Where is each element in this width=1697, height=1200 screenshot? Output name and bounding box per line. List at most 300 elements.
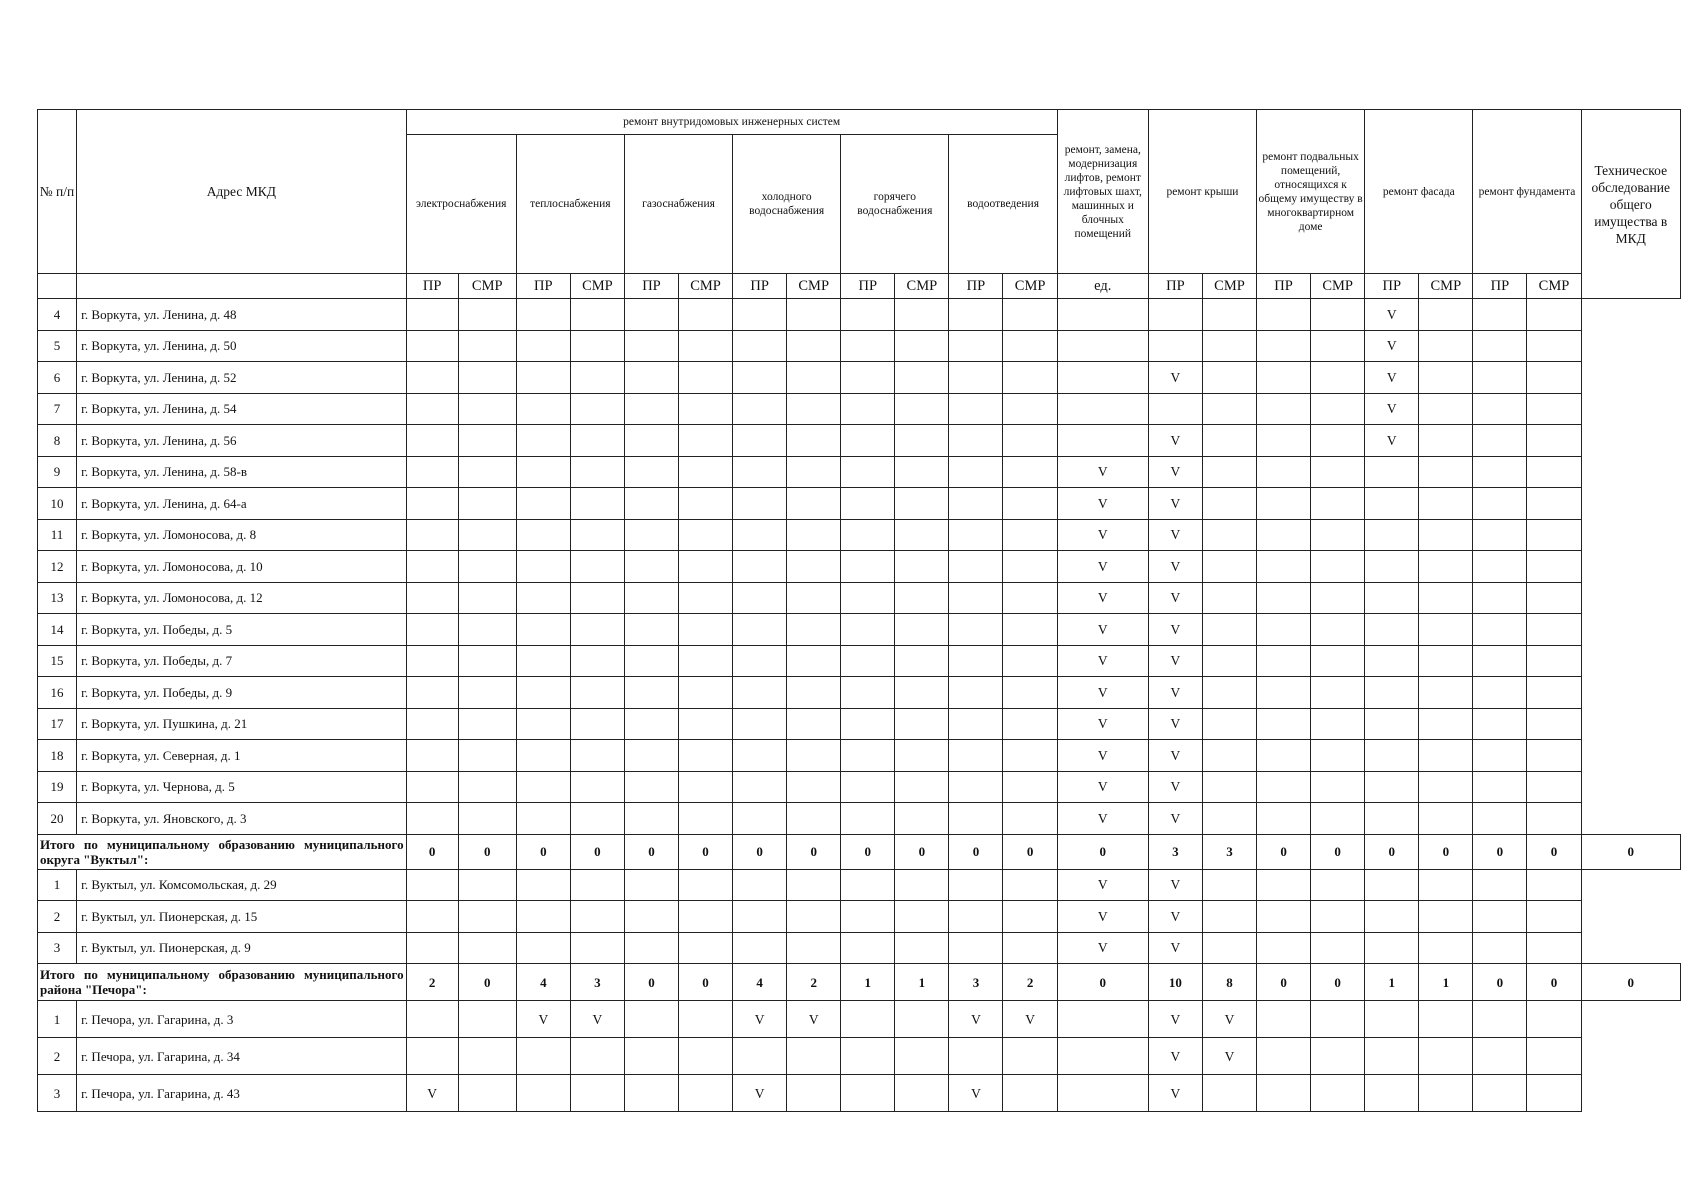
- check-cell: [787, 932, 841, 964]
- check-cell: [406, 803, 458, 835]
- check-cell: [1311, 1075, 1365, 1112]
- check-cell: [1473, 456, 1527, 488]
- row-number: 11: [38, 519, 77, 551]
- check-cell: [1257, 677, 1311, 709]
- check-cell: [1257, 869, 1311, 901]
- check-cell: [1003, 708, 1057, 740]
- check-cell: [949, 551, 1003, 583]
- row-number: 2: [38, 1038, 77, 1075]
- total-cell: 0: [1581, 964, 1680, 1001]
- check-cell: V: [1057, 803, 1148, 835]
- check-cell: [895, 740, 949, 772]
- check-cell: [949, 869, 1003, 901]
- check-cell: [1257, 901, 1311, 933]
- check-cell: V: [1057, 456, 1148, 488]
- check-cell: [624, 901, 678, 933]
- check-cell: V: [1365, 299, 1419, 331]
- table-row: [38, 1038, 1681, 1075]
- lifts-header: ремонт, замена, модернизация лифтов, ремонт лифтовых шахт, машинных и блочных помещений: [1057, 110, 1148, 274]
- check-cell: [1473, 551, 1527, 583]
- check-cell: [1003, 1038, 1057, 1075]
- check-cell: V: [1148, 771, 1202, 803]
- check-cell: [895, 551, 949, 583]
- check-cell: [624, 1038, 678, 1075]
- check-cell: [679, 488, 733, 520]
- check-cell: [679, 551, 733, 583]
- check-cell: [1257, 519, 1311, 551]
- smr-subheader: СМР: [1527, 274, 1581, 299]
- smr-subheader: СМР: [1311, 274, 1365, 299]
- row-address: г. Воркута, ул. Ленина, д. 58-в: [77, 456, 407, 488]
- check-cell: [1311, 869, 1365, 901]
- check-cell: [733, 771, 787, 803]
- check-cell: [1003, 771, 1057, 803]
- check-cell: [679, 677, 733, 709]
- check-cell: [841, 488, 895, 520]
- check-cell: [1527, 803, 1581, 835]
- check-cell: [1057, 362, 1148, 394]
- check-cell: [841, 645, 895, 677]
- pr-subheader: ПР: [406, 274, 458, 299]
- check-cell: [949, 614, 1003, 646]
- check-cell: [679, 393, 733, 425]
- check-cell: [1057, 393, 1148, 425]
- check-cell: [1473, 519, 1527, 551]
- check-cell: [1527, 677, 1581, 709]
- check-cell: V: [1202, 1001, 1256, 1038]
- check-cell: [841, 519, 895, 551]
- check-cell: [1148, 393, 1202, 425]
- check-cell: [570, 1075, 624, 1112]
- roof-header: ремонт крыши: [1148, 110, 1256, 274]
- check-cell: [949, 582, 1003, 614]
- check-cell: [949, 519, 1003, 551]
- check-cell: [733, 425, 787, 457]
- total-cell: 1: [895, 964, 949, 1001]
- check-cell: [1419, 1075, 1473, 1112]
- check-cell: [1202, 740, 1256, 772]
- check-cell: [949, 456, 1003, 488]
- check-cell: [1257, 1001, 1311, 1038]
- check-cell: [1003, 614, 1057, 646]
- row-number: 15: [38, 645, 77, 677]
- system-header: холодного водоснабжения: [733, 135, 841, 274]
- check-cell: [458, 1038, 516, 1075]
- check-cell: [733, 869, 787, 901]
- check-cell: [1003, 393, 1057, 425]
- row-address: г. Печора, ул. Гагарина, д. 3: [77, 1001, 407, 1038]
- check-cell: [949, 1038, 1003, 1075]
- check-cell: [1202, 456, 1256, 488]
- total-cell: 0: [458, 964, 516, 1001]
- total-cell: 3: [949, 964, 1003, 1001]
- check-cell: [1311, 932, 1365, 964]
- check-cell: [949, 803, 1003, 835]
- check-cell: [841, 708, 895, 740]
- total-cell: 0: [624, 834, 678, 869]
- check-cell: [1202, 708, 1256, 740]
- row-address: г. Вуктыл, ул. Пионерская, д. 15: [77, 901, 407, 933]
- check-cell: V: [1148, 1075, 1202, 1112]
- check-cell: [458, 519, 516, 551]
- check-cell: [1419, 488, 1473, 520]
- row-number: 8: [38, 425, 77, 457]
- check-cell: [458, 708, 516, 740]
- row-number: 13: [38, 582, 77, 614]
- check-cell: [1365, 551, 1419, 583]
- row-address: г. Воркута, ул. Ленина, д. 64-а: [77, 488, 407, 520]
- check-cell: [1311, 740, 1365, 772]
- check-cell: [1202, 932, 1256, 964]
- check-cell: [787, 740, 841, 772]
- check-cell: [787, 330, 841, 362]
- check-cell: [1003, 488, 1057, 520]
- check-cell: V: [1365, 425, 1419, 457]
- check-cell: [570, 330, 624, 362]
- check-cell: [570, 393, 624, 425]
- check-cell: [1473, 901, 1527, 933]
- table-row: [38, 740, 1681, 772]
- check-cell: V: [1148, 551, 1202, 583]
- check-cell: [1311, 708, 1365, 740]
- table-row: [38, 582, 1681, 614]
- check-cell: [1202, 803, 1256, 835]
- check-cell: [679, 299, 733, 331]
- check-cell: [733, 901, 787, 933]
- check-cell: [406, 582, 458, 614]
- check-cell: [1202, 519, 1256, 551]
- row-address: г. Воркута, ул. Победы, д. 7: [77, 645, 407, 677]
- check-cell: [1419, 393, 1473, 425]
- check-cell: [787, 551, 841, 583]
- check-cell: [406, 932, 458, 964]
- check-cell: [679, 645, 733, 677]
- check-cell: [1527, 1038, 1581, 1075]
- check-cell: [787, 519, 841, 551]
- check-cell: [733, 362, 787, 394]
- table-row: [38, 1075, 1681, 1112]
- check-cell: [1419, 740, 1473, 772]
- check-cell: [733, 614, 787, 646]
- check-cell: [406, 614, 458, 646]
- check-cell: [679, 869, 733, 901]
- check-cell: [1365, 456, 1419, 488]
- check-cell: [895, 932, 949, 964]
- check-cell: V: [1148, 582, 1202, 614]
- check-cell: [1257, 488, 1311, 520]
- pr-subheader: ПР: [841, 274, 895, 299]
- check-cell: [679, 803, 733, 835]
- check-cell: V: [949, 1001, 1003, 1038]
- check-cell: [1419, 869, 1473, 901]
- check-cell: [516, 645, 570, 677]
- check-cell: [458, 488, 516, 520]
- check-cell: V: [1148, 425, 1202, 457]
- system-header: электроснабжения: [406, 135, 516, 274]
- check-cell: [516, 869, 570, 901]
- check-cell: [516, 393, 570, 425]
- row-address: г. Воркута, ул. Северная, д. 1: [77, 740, 407, 772]
- check-cell: [1527, 1001, 1581, 1038]
- check-cell: [516, 1038, 570, 1075]
- total-cell: 4: [516, 964, 570, 1001]
- row-address: г. Воркута, ул. Ленина, д. 54: [77, 393, 407, 425]
- table-row: [38, 488, 1681, 520]
- check-cell: [949, 330, 1003, 362]
- check-cell: [787, 869, 841, 901]
- row-number: 12: [38, 551, 77, 583]
- check-cell: [679, 1038, 733, 1075]
- check-cell: V: [1148, 803, 1202, 835]
- check-cell: V: [1057, 740, 1148, 772]
- smr-subheader: СМР: [895, 274, 949, 299]
- check-cell: [895, 425, 949, 457]
- check-cell: [1257, 393, 1311, 425]
- check-cell: [624, 740, 678, 772]
- check-cell: [624, 425, 678, 457]
- system-header: водоотведения: [949, 135, 1057, 274]
- check-cell: [733, 299, 787, 331]
- check-cell: [458, 932, 516, 964]
- check-cell: [1003, 456, 1057, 488]
- check-cell: [1473, 740, 1527, 772]
- check-cell: [516, 614, 570, 646]
- check-cell: [1202, 869, 1256, 901]
- check-cell: [516, 362, 570, 394]
- address-header: Адрес МКД: [77, 110, 407, 274]
- check-cell: [1365, 740, 1419, 772]
- check-cell: [787, 299, 841, 331]
- check-cell: [406, 551, 458, 583]
- check-cell: [1311, 488, 1365, 520]
- check-cell: [624, 362, 678, 394]
- check-cell: [406, 456, 458, 488]
- check-cell: [787, 456, 841, 488]
- total-cell: 0: [733, 834, 787, 869]
- check-cell: [949, 362, 1003, 394]
- check-cell: [1311, 803, 1365, 835]
- check-cell: [516, 519, 570, 551]
- row-number: 3: [38, 932, 77, 964]
- check-cell: [1419, 771, 1473, 803]
- total-cell: 0: [1257, 964, 1311, 1001]
- check-cell: [1527, 740, 1581, 772]
- check-cell: [406, 740, 458, 772]
- check-cell: V: [1148, 362, 1202, 394]
- check-cell: V: [1057, 771, 1148, 803]
- row-number: 1: [38, 1001, 77, 1038]
- check-cell: [1527, 708, 1581, 740]
- check-cell: [1003, 803, 1057, 835]
- address-header-spacer: [77, 274, 407, 299]
- check-cell: [1527, 1075, 1581, 1112]
- table-row: [38, 803, 1681, 835]
- total-cell: 0: [1419, 834, 1473, 869]
- check-cell: [570, 488, 624, 520]
- total-cell: 1: [1419, 964, 1473, 1001]
- pr-subheader: ПР: [733, 274, 787, 299]
- check-cell: [841, 299, 895, 331]
- check-cell: [516, 456, 570, 488]
- table-row: [38, 330, 1681, 362]
- check-cell: [1257, 1038, 1311, 1075]
- check-cell: [624, 1075, 678, 1112]
- check-cell: [1527, 425, 1581, 457]
- row-number: 5: [38, 330, 77, 362]
- check-cell: [733, 551, 787, 583]
- check-cell: [1202, 362, 1256, 394]
- check-cell: [1003, 425, 1057, 457]
- check-cell: [1202, 771, 1256, 803]
- check-cell: [1365, 932, 1419, 964]
- check-cell: [1473, 299, 1527, 331]
- check-cell: V: [1057, 932, 1148, 964]
- check-cell: [624, 771, 678, 803]
- check-cell: [1365, 488, 1419, 520]
- check-cell: [1473, 425, 1527, 457]
- table-row: [38, 645, 1681, 677]
- check-cell: [679, 614, 733, 646]
- total-label: Итого по муниципальному образованию муниципального округа "Вуктыл":: [38, 834, 407, 869]
- check-cell: [458, 456, 516, 488]
- check-cell: [1202, 488, 1256, 520]
- check-cell: [841, 771, 895, 803]
- check-cell: [570, 551, 624, 583]
- check-cell: [1473, 1001, 1527, 1038]
- check-cell: [458, 582, 516, 614]
- total-cell: 0: [458, 834, 516, 869]
- check-cell: V: [1148, 1038, 1202, 1075]
- check-cell: [1311, 771, 1365, 803]
- check-cell: [1257, 645, 1311, 677]
- check-cell: [1003, 1075, 1057, 1112]
- total-row: [38, 834, 1681, 869]
- check-cell: [458, 614, 516, 646]
- check-cell: [516, 771, 570, 803]
- check-cell: [1365, 677, 1419, 709]
- check-cell: [895, 771, 949, 803]
- check-cell: [1365, 708, 1419, 740]
- check-cell: [624, 456, 678, 488]
- pr-subheader: ПР: [1473, 274, 1527, 299]
- pr-subheader: ПР: [1148, 274, 1202, 299]
- table-row: [38, 677, 1681, 709]
- check-cell: [458, 1001, 516, 1038]
- row-address: г. Вуктыл, ул. Комсомольская, д. 29: [77, 869, 407, 901]
- check-cell: [1311, 677, 1365, 709]
- check-cell: V: [406, 1075, 458, 1112]
- check-cell: [1257, 330, 1311, 362]
- check-cell: [1257, 582, 1311, 614]
- check-cell: [406, 393, 458, 425]
- table-row: [38, 362, 1681, 394]
- check-cell: [1003, 299, 1057, 331]
- check-cell: [895, 645, 949, 677]
- check-cell: V: [733, 1075, 787, 1112]
- check-cell: [733, 645, 787, 677]
- table-row: [38, 932, 1681, 964]
- check-cell: [1257, 803, 1311, 835]
- row-address: г. Печора, ул. Гагарина, д. 34: [77, 1038, 407, 1075]
- check-cell: [406, 901, 458, 933]
- check-cell: [787, 362, 841, 394]
- num-header: № п/п: [38, 110, 77, 274]
- check-cell: [570, 456, 624, 488]
- check-cell: [679, 901, 733, 933]
- pr-subheader: ПР: [516, 274, 570, 299]
- check-cell: [895, 708, 949, 740]
- check-cell: [570, 740, 624, 772]
- check-cell: [624, 677, 678, 709]
- check-cell: [1365, 1075, 1419, 1112]
- check-cell: V: [570, 1001, 624, 1038]
- check-cell: [458, 551, 516, 583]
- row-number: 14: [38, 614, 77, 646]
- check-cell: [1527, 330, 1581, 362]
- table-row: [38, 299, 1681, 331]
- check-cell: [787, 1075, 841, 1112]
- row-number: 4: [38, 299, 77, 331]
- check-cell: [1419, 645, 1473, 677]
- check-cell: [570, 803, 624, 835]
- check-cell: [895, 869, 949, 901]
- check-cell: [841, 551, 895, 583]
- row-number: 1: [38, 869, 77, 901]
- check-cell: V: [787, 1001, 841, 1038]
- check-cell: [624, 488, 678, 520]
- check-cell: [1311, 901, 1365, 933]
- smr-subheader: СМР: [1202, 274, 1256, 299]
- check-cell: [949, 740, 1003, 772]
- total-cell: 0: [1057, 964, 1148, 1001]
- check-cell: [1473, 614, 1527, 646]
- check-cell: [516, 1075, 570, 1112]
- check-cell: [458, 425, 516, 457]
- check-cell: [1527, 771, 1581, 803]
- check-cell: [1527, 901, 1581, 933]
- check-cell: [733, 803, 787, 835]
- check-cell: V: [1148, 708, 1202, 740]
- row-address: г. Воркута, ул. Ленина, д. 56: [77, 425, 407, 457]
- check-cell: [841, 1075, 895, 1112]
- check-cell: [679, 708, 733, 740]
- row-address: г. Воркута, ул. Яновского, д. 3: [77, 803, 407, 835]
- total-cell: 0: [679, 964, 733, 1001]
- check-cell: V: [1148, 645, 1202, 677]
- check-cell: [1257, 362, 1311, 394]
- check-cell: [458, 869, 516, 901]
- check-cell: V: [1057, 901, 1148, 933]
- check-cell: [1003, 519, 1057, 551]
- check-cell: [516, 330, 570, 362]
- check-cell: [1527, 932, 1581, 964]
- check-cell: [1473, 393, 1527, 425]
- check-cell: [895, 299, 949, 331]
- check-cell: [841, 901, 895, 933]
- check-cell: [516, 425, 570, 457]
- check-cell: [516, 740, 570, 772]
- row-number: 10: [38, 488, 77, 520]
- check-cell: [1003, 901, 1057, 933]
- row-address: г. Воркута, ул. Чернова, д. 5: [77, 771, 407, 803]
- check-cell: [1527, 582, 1581, 614]
- check-cell: V: [1148, 614, 1202, 646]
- check-cell: [733, 708, 787, 740]
- row-address: г. Воркута, ул. Ломоносова, д. 12: [77, 582, 407, 614]
- table-row: [38, 869, 1681, 901]
- check-cell: [1473, 677, 1527, 709]
- check-cell: [570, 869, 624, 901]
